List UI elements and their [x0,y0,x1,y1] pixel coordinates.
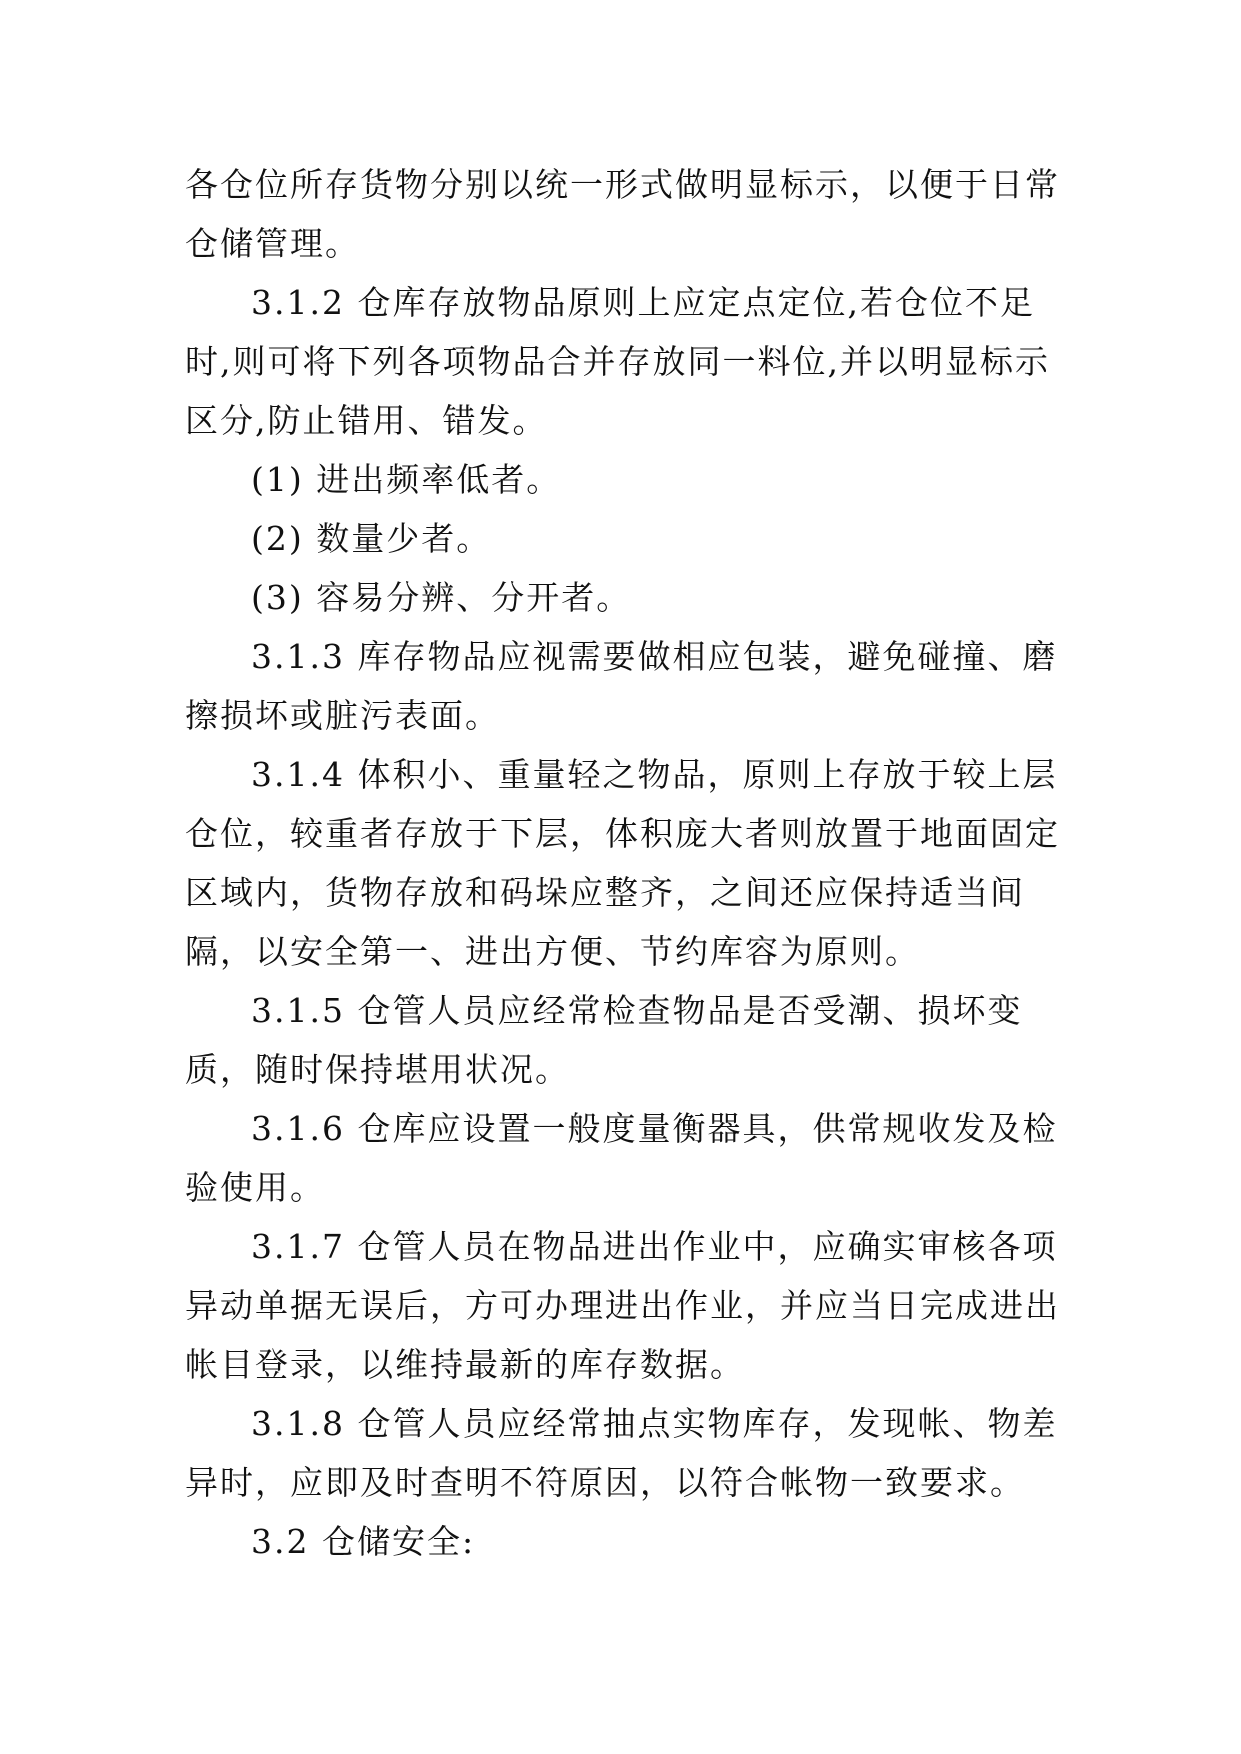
list-item-2: (2) 数量少者。 [251,519,492,558]
list-item-1: (1) 进出频率低者。 [251,460,562,499]
paragraph-3-1-2: 3.1.2 仓库存放物品原则上应定点定位,若仓位不足时,则可将下列各项物品合并存放同一料位,并以明显标示区分,防止错用、错发。 [185,283,1050,440]
document-body [185,155,1065,1571]
list-item-3: (3) 容易分辨、分开者。 [251,578,632,617]
paragraph-3-1-6: 3.1.6 仓库应设置一般度量衡器具，供常规收发及检验使用。 [185,1109,1058,1207]
section-heading-3-2: 3.2 仓储安全: [251,1522,476,1561]
paragraph-3-1-3: 3.1.3 库存物品应视需要做相应包装，避免碰撞、磨擦损坏或脏污表面。 [185,637,1058,735]
paragraph-3-1-5: 3.1.5 仓管人员应经常检查物品是否受潮、损坏变质，随时保持堪用状况。 [185,991,1023,1089]
paragraph-3-1-4: 3.1.4 体积小、重量轻之物品，原则上存放于较上层仓位，较重者存放于下层，体积庞大者则放置于地面固定区域内，货物存放和码垛应整齐，之间还应保持适当间隔，以安全第一、进出方便、节约库容为原则。 [185,755,1060,971]
paragraph-3-1-8: 3.1.8 仓管人员应经常抽点实物库存，发现帐、物差异时，应即及时查明不符原因，以符合帐物一致要求。 [185,1404,1058,1502]
paragraph-storage-labeling: 各仓位所存货物分别以统一形式做明显标示，以便于日常仓储管理。 [185,165,1060,263]
paragraph-3-1-7: 3.1.7 仓管人员在物品进出作业中，应确实审核各项异动单据无误后，方可办理进出作业，并应当日完成进出帐目登录，以维持最新的库存数据。 [185,1227,1060,1384]
